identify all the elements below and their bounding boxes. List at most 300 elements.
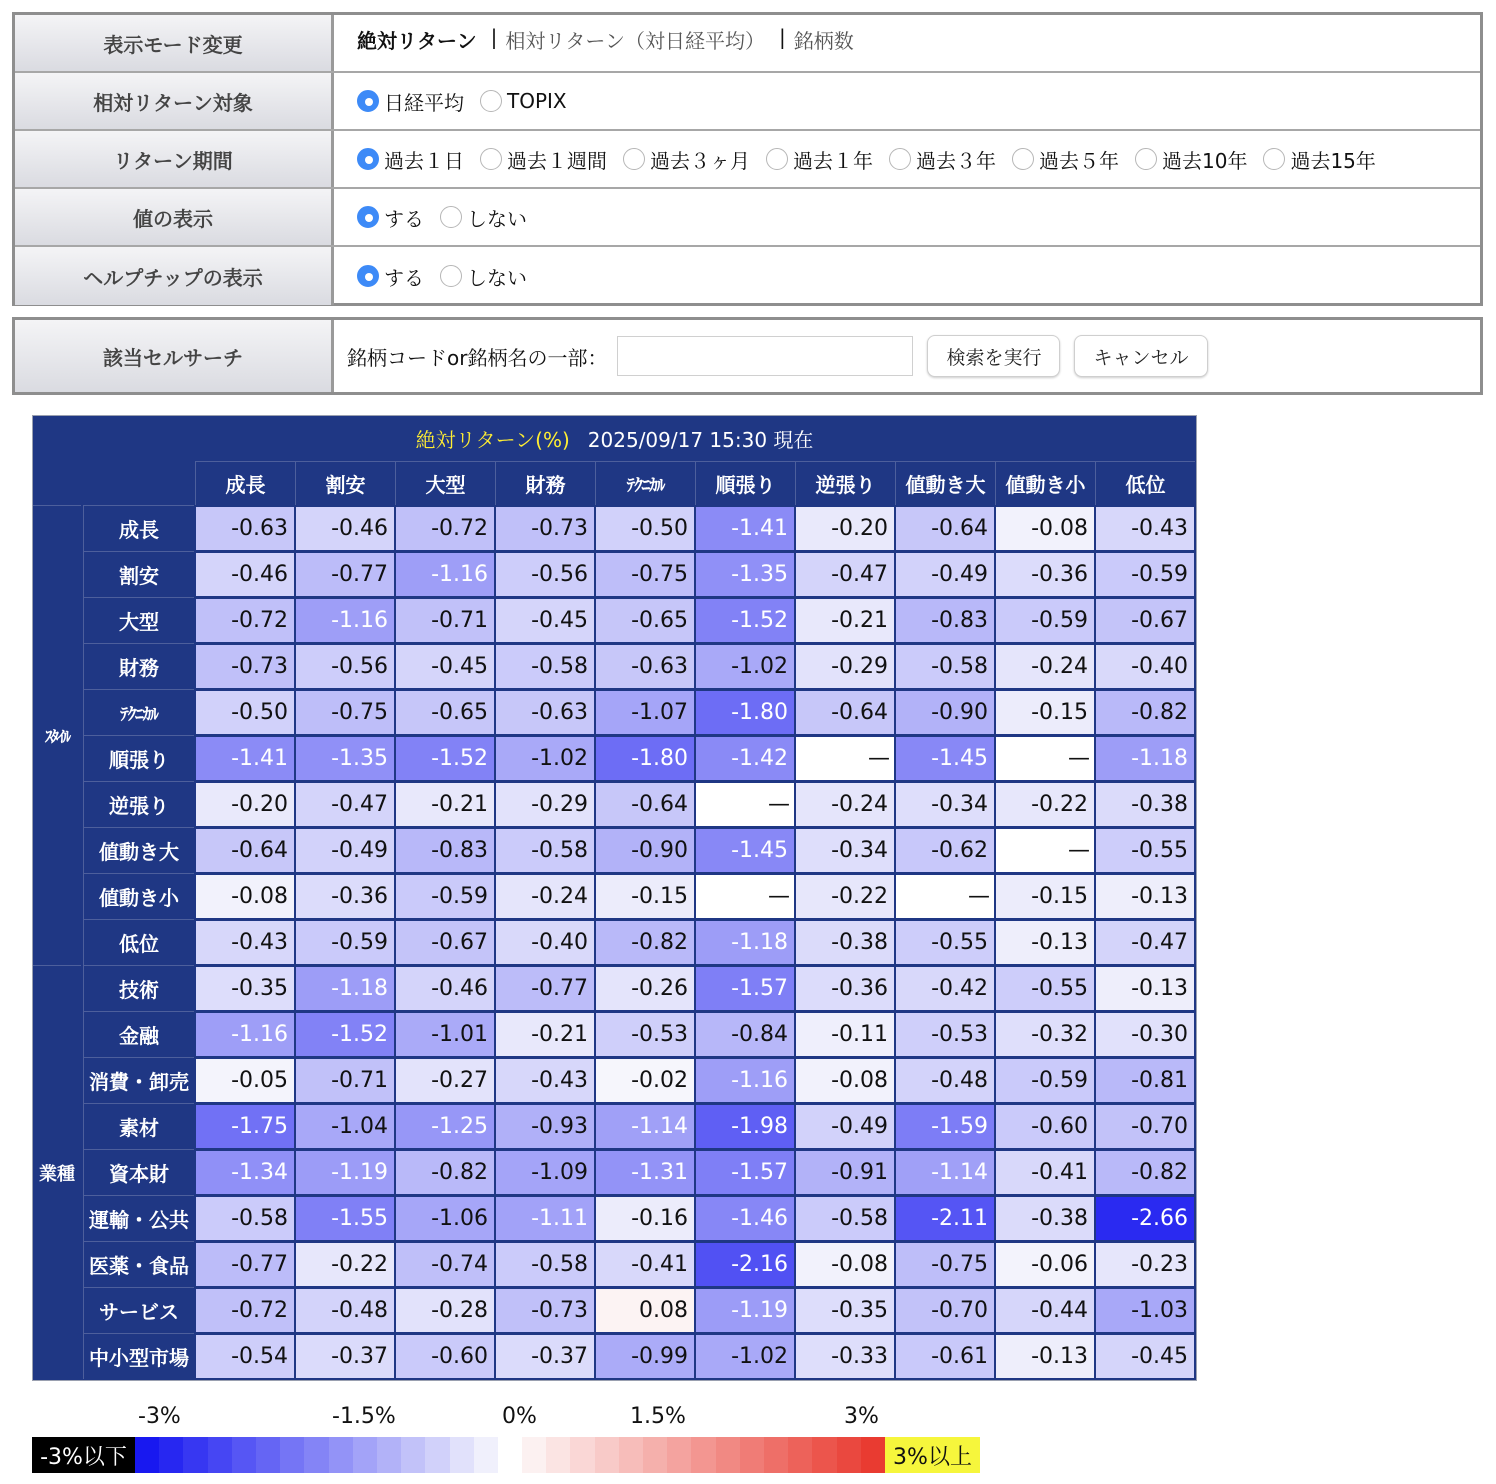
heatmap-cell[interactable]: -0.72: [196, 599, 294, 642]
heatmap-cell[interactable]: -2.16: [696, 1243, 794, 1286]
heatmap-cell[interactable]: -1.52: [296, 1013, 394, 1056]
heatmap-cell[interactable]: -1.98: [696, 1105, 794, 1148]
heatmap-cell[interactable]: -1.09: [496, 1151, 594, 1194]
radio-period-1w[interactable]: [480, 145, 607, 174]
heatmap-cell[interactable]: -0.75: [596, 553, 694, 596]
heatmap-cell[interactable]: -0.58: [496, 1243, 594, 1286]
display-mode-options: [337, 15, 1480, 71]
heatmap-cell[interactable]: -0.82: [596, 921, 694, 964]
radio-button[interactable]: [623, 148, 645, 170]
search-prompt: 銘柄コードor銘柄名の一部：: [347, 345, 608, 370]
heatmap-cell[interactable]: -1.41: [196, 737, 294, 780]
heatmap-cell[interactable]: -0.13: [1096, 875, 1194, 918]
heatmap-cell[interactable]: -0.56: [496, 553, 594, 596]
radio-label: する: [384, 206, 424, 231]
heatmap-cell[interactable]: -0.58: [496, 645, 594, 688]
radio-button[interactable]: [1263, 148, 1285, 170]
heatmap-cell[interactable]: -0.70: [1096, 1105, 1194, 1148]
radio-button-selected[interactable]: [357, 206, 379, 228]
row-header: 成長: [83, 505, 194, 551]
heatmap-cell[interactable]: -1.59: [896, 1105, 994, 1148]
legend-swatch: [232, 1437, 257, 1473]
radio-label: 過去３年: [916, 148, 996, 173]
heatmap-title: 絶対リターン(%): [415, 428, 570, 452]
heatmap-cell[interactable]: -1.52: [696, 599, 794, 642]
radio-button-selected[interactable]: [357, 90, 379, 112]
radio-period-10y[interactable]: [1135, 145, 1247, 174]
radio-button[interactable]: [1012, 148, 1034, 170]
heatmap-cell[interactable]: -0.53: [596, 1013, 694, 1056]
heatmap-cell[interactable]: -0.37: [296, 1335, 394, 1378]
heatmap-cell[interactable]: -0.40: [496, 921, 594, 964]
heatmap-cell[interactable]: -1.14: [896, 1151, 994, 1194]
heatmap-cell[interactable]: -0.34: [896, 783, 994, 826]
radio-period-3m[interactable]: [623, 145, 750, 174]
heatmap-cell[interactable]: -0.42: [896, 967, 994, 1010]
show-tooltips-options: [337, 247, 1480, 305]
heatmap-cell[interactable]: -0.58: [496, 829, 594, 872]
heatmap-cell[interactable]: -1.01: [396, 1013, 494, 1056]
heatmap-cell[interactable]: -1.34: [196, 1151, 294, 1194]
row-header: 財務: [83, 643, 194, 689]
heatmap-cell[interactable]: -0.20: [196, 783, 294, 826]
radio-show-values-yes[interactable]: [357, 203, 424, 232]
column-header: 値動き大: [895, 461, 995, 505]
legend-swatch: [812, 1437, 837, 1473]
search-execute-button[interactable]: 検索を実行: [927, 335, 1060, 377]
heatmap-cell[interactable]: -0.33: [796, 1335, 894, 1378]
legend-swatch: [353, 1437, 378, 1473]
radio-button[interactable]: [889, 148, 911, 170]
heatmap-cell[interactable]: -0.49: [296, 829, 394, 872]
row-header: 技術: [83, 965, 194, 1011]
heatmap-cell[interactable]: -0.63: [496, 691, 594, 734]
heatmap-cell[interactable]: -0.15: [596, 875, 694, 918]
heatmap-cell[interactable]: -1.45: [696, 829, 794, 872]
heatmap-cell[interactable]: -0.59: [396, 875, 494, 918]
heatmap-cell[interactable]: -0.63: [196, 507, 294, 550]
heatmap-cell[interactable]: -0.05: [196, 1059, 294, 1102]
heatmap-cell[interactable]: -1.02: [496, 737, 594, 780]
row-header: 値動き小: [83, 873, 194, 919]
heatmap-cell[interactable]: -1.55: [296, 1197, 394, 1240]
radio-button[interactable]: [440, 265, 462, 287]
radio-topix[interactable]: [480, 89, 567, 113]
heatmap-cell[interactable]: -1.45: [896, 737, 994, 780]
heatmap-cell[interactable]: -1.57: [696, 967, 794, 1010]
legend-swatch: [667, 1437, 692, 1473]
heatmap-cell[interactable]: -0.36: [296, 875, 394, 918]
heatmap-cell[interactable]: —: [996, 829, 1094, 872]
radio-button[interactable]: [480, 148, 502, 170]
heatmap-cell[interactable]: -0.22: [796, 875, 894, 918]
row-header: 割安: [83, 551, 194, 597]
heatmap-cell[interactable]: -0.53: [896, 1013, 994, 1056]
radio-label: しない: [467, 206, 527, 231]
radio-button[interactable]: [1135, 148, 1157, 170]
heatmap-cell[interactable]: -0.27: [396, 1059, 494, 1102]
column-header: 大型: [395, 461, 495, 505]
legend-swatch: [208, 1437, 233, 1473]
heatmap-cell[interactable]: -0.82: [1096, 1151, 1194, 1194]
heatmap-cell[interactable]: -0.58: [896, 645, 994, 688]
heatmap-cell[interactable]: -0.32: [996, 1013, 1094, 1056]
heatmap-cell[interactable]: -0.21: [496, 1013, 594, 1056]
heatmap-cell[interactable]: -0.08: [196, 875, 294, 918]
search-input[interactable]: [617, 336, 913, 376]
radio-label: しない: [467, 265, 527, 290]
radio-period-1d[interactable]: [357, 145, 464, 174]
heatmap-cell[interactable]: -0.81: [1096, 1059, 1194, 1102]
legend-swatch: [425, 1437, 450, 1473]
heatmap-timestamp: 2025/09/17 15:30 現在: [587, 428, 814, 452]
row-header: 資本財: [83, 1149, 194, 1195]
heatmap-cell[interactable]: -0.45: [496, 599, 594, 642]
heatmap-cell[interactable]: -1.35: [696, 553, 794, 596]
radio-period-3y[interactable]: [889, 145, 996, 174]
heatmap-cell[interactable]: -0.11: [796, 1013, 894, 1056]
heatmap-cell[interactable]: -0.35: [196, 967, 294, 1010]
heatmap-cell[interactable]: -1.41: [696, 507, 794, 550]
heatmap-cell[interactable]: -0.64: [896, 507, 994, 550]
radio-period-1y[interactable]: [766, 145, 873, 174]
heatmap-cell[interactable]: -0.24: [996, 645, 1094, 688]
heatmap-cell[interactable]: -0.55: [1096, 829, 1194, 872]
radio-label: 過去１日: [384, 148, 464, 173]
heatmap-cell[interactable]: -0.67: [1096, 599, 1194, 642]
heatmap-cell[interactable]: -0.64: [796, 691, 894, 734]
heatmap-cell[interactable]: -0.36: [996, 553, 1094, 596]
heatmap-cell[interactable]: -0.83: [396, 829, 494, 872]
heatmap-cell[interactable]: -1.02: [696, 1335, 794, 1378]
heatmap-cell[interactable]: -0.58: [796, 1197, 894, 1240]
heatmap-cell[interactable]: 0.08: [596, 1289, 694, 1332]
heatmap-cell[interactable]: -1.31: [596, 1151, 694, 1194]
heatmap-cell[interactable]: -0.29: [796, 645, 894, 688]
heatmap-cell[interactable]: -0.73: [196, 645, 294, 688]
heatmap-cell[interactable]: -0.43: [496, 1059, 594, 1102]
heatmap-cell[interactable]: -0.23: [1096, 1243, 1194, 1286]
heatmap-cell[interactable]: -0.73: [496, 1289, 594, 1332]
heatmap-cell[interactable]: -0.65: [396, 691, 494, 734]
heatmap-cell[interactable]: -0.02: [596, 1059, 694, 1102]
heatmap-cell[interactable]: -1.35: [296, 737, 394, 780]
heatmap-cell[interactable]: -0.54: [196, 1335, 294, 1378]
heatmap-cell[interactable]: -0.20: [796, 507, 894, 550]
heatmap-cell[interactable]: -0.13: [996, 921, 1094, 964]
column-header: 財務: [495, 461, 595, 505]
heatmap-cell[interactable]: -0.58: [196, 1197, 294, 1240]
mode-relative-return[interactable]: 相対リターン（対日経平均）: [505, 29, 765, 53]
heatmap-cell[interactable]: -0.26: [596, 967, 694, 1010]
heatmap-cell[interactable]: -0.71: [396, 599, 494, 642]
heatmap-cell[interactable]: -1.16: [396, 553, 494, 596]
radio-show-tooltips-yes[interactable]: [357, 262, 424, 291]
cell-search-panel: [12, 317, 1483, 395]
heatmap-cell[interactable]: -1.19: [296, 1151, 394, 1194]
heatmap-cell[interactable]: -0.99: [596, 1335, 694, 1378]
radio-button[interactable]: [440, 206, 462, 228]
heatmap-cell[interactable]: -1.16: [196, 1013, 294, 1056]
row-group-header: ｽﾀｲﾙ: [33, 505, 81, 965]
radio-button[interactable]: [766, 148, 788, 170]
heatmap-cell[interactable]: -0.38: [796, 921, 894, 964]
heatmap-cell[interactable]: -0.43: [196, 921, 294, 964]
mode-stock-count[interactable]: 銘柄数: [793, 29, 854, 53]
heatmap-cell[interactable]: -0.06: [996, 1243, 1094, 1286]
heatmap-cell[interactable]: -0.55: [896, 921, 994, 964]
heatmap-cell[interactable]: -0.46: [196, 553, 294, 596]
heatmap-cell[interactable]: -0.37: [496, 1335, 594, 1378]
heatmap-cell[interactable]: -0.50: [596, 507, 694, 550]
column-header: 低位: [1095, 461, 1195, 505]
heatmap-cell[interactable]: -0.43: [1096, 507, 1194, 550]
heatmap-cell[interactable]: -1.46: [696, 1197, 794, 1240]
heatmap-cell[interactable]: -0.36: [796, 967, 894, 1010]
heatmap-cell[interactable]: —: [896, 875, 994, 918]
heatmap-cell[interactable]: -1.11: [496, 1197, 594, 1240]
heatmap-cell[interactable]: -0.45: [396, 645, 494, 688]
heatmap-cell[interactable]: —: [696, 783, 794, 826]
heatmap-cell[interactable]: -1.80: [596, 737, 694, 780]
row-header: 消費・卸売: [83, 1057, 194, 1103]
row-header: サービス: [83, 1287, 194, 1333]
heatmap-cell[interactable]: -0.61: [896, 1335, 994, 1378]
row-header: 医薬・食品: [83, 1241, 194, 1287]
heatmap-cell[interactable]: -2.66: [1096, 1197, 1194, 1240]
heatmap-cell[interactable]: —: [696, 875, 794, 918]
heatmap-cell[interactable]: -0.59: [1096, 553, 1194, 596]
column-header: 逆張り: [795, 461, 895, 505]
heatmap-cell[interactable]: -1.16: [696, 1059, 794, 1102]
radio-label: 過去１年: [793, 148, 873, 173]
heatmap-cell[interactable]: -1.04: [296, 1105, 394, 1148]
radio-label: 過去１週間: [507, 148, 607, 173]
legend-swatch: [619, 1437, 644, 1473]
heatmap-cell[interactable]: -0.90: [596, 829, 694, 872]
row-header: 順張り: [83, 735, 194, 781]
heatmap-cell[interactable]: -0.65: [596, 599, 694, 642]
heatmap-cell[interactable]: -0.82: [396, 1151, 494, 1194]
heatmap-cell[interactable]: -0.47: [1096, 921, 1194, 964]
heatmap-cell[interactable]: -0.46: [396, 967, 494, 1010]
heatmap-cell[interactable]: -0.56: [296, 645, 394, 688]
heatmap-cell[interactable]: -1.16: [296, 599, 394, 642]
heatmap-cell[interactable]: -0.75: [896, 1243, 994, 1286]
heatmap-cell[interactable]: -0.48: [896, 1059, 994, 1102]
heatmap-cell[interactable]: -0.59: [296, 921, 394, 964]
heatmap-cell[interactable]: -0.41: [996, 1151, 1094, 1194]
heatmap-cell[interactable]: -0.50: [196, 691, 294, 734]
heatmap-cell[interactable]: -0.47: [796, 553, 894, 596]
heatmap-cell[interactable]: -0.75: [296, 691, 394, 734]
legend-swatch: [691, 1437, 716, 1473]
heatmap-cell[interactable]: -0.77: [496, 967, 594, 1010]
row-header: 値動き大: [83, 827, 194, 873]
heatmap-cell[interactable]: -1.42: [696, 737, 794, 780]
heatmap-cell[interactable]: -0.08: [796, 1243, 894, 1286]
heatmap-cell[interactable]: -0.38: [996, 1197, 1094, 1240]
radio-button-selected[interactable]: [357, 148, 379, 170]
legend-swatch: [570, 1437, 595, 1473]
heatmap-cell[interactable]: -0.22: [296, 1243, 394, 1286]
heatmap-cell[interactable]: -0.30: [1096, 1013, 1194, 1056]
radio-period-15y[interactable]: [1263, 145, 1375, 174]
heatmap-cell[interactable]: -0.24: [796, 783, 894, 826]
show-tooltips-row: [15, 247, 1480, 305]
radio-button-selected[interactable]: [357, 265, 379, 287]
heatmap-cell[interactable]: -0.91: [796, 1151, 894, 1194]
display-mode-label: 表示モード変更: [15, 15, 334, 71]
mode-separator: |: [490, 25, 498, 49]
heatmap-cell[interactable]: -0.60: [396, 1335, 494, 1378]
heatmap-cell[interactable]: —: [796, 737, 894, 780]
period-options: [337, 131, 1480, 187]
row-header: 低位: [83, 919, 194, 965]
heatmap-cell[interactable]: -0.13: [1096, 967, 1194, 1010]
heatmap-cell[interactable]: -0.40: [1096, 645, 1194, 688]
settings-panel: [12, 12, 1483, 306]
heatmap-cell[interactable]: -0.44: [996, 1289, 1094, 1332]
heatmap-cell[interactable]: -0.77: [196, 1243, 294, 1286]
radio-label: する: [384, 265, 424, 290]
heatmap-cell[interactable]: -0.35: [796, 1289, 894, 1332]
heatmap-cell[interactable]: -0.08: [996, 507, 1094, 550]
legend-swatch: [595, 1437, 620, 1473]
legend-swatch: [474, 1437, 499, 1473]
heatmap-cell[interactable]: -0.28: [396, 1289, 494, 1332]
heatmap-cell[interactable]: -1.18: [296, 967, 394, 1010]
heatmap-cell[interactable]: -0.63: [596, 645, 694, 688]
heatmap-cell[interactable]: -0.16: [596, 1197, 694, 1240]
heatmap-cell[interactable]: -0.29: [496, 783, 594, 826]
show-values-options: [337, 189, 1480, 245]
heatmap-cell[interactable]: -0.72: [196, 1289, 294, 1332]
heatmap-cell[interactable]: -0.13: [996, 1335, 1094, 1378]
heatmap-cell[interactable]: -0.15: [996, 691, 1094, 734]
column-header: ﾃｸﾆｶﾙ: [595, 461, 695, 505]
heatmap-cell[interactable]: -1.57: [696, 1151, 794, 1194]
relative-target-label: 相対リターン対象: [15, 73, 334, 129]
legend-swatch: [450, 1437, 475, 1473]
legend-positive-gradient: [522, 1437, 885, 1473]
heatmap-cell[interactable]: -1.14: [596, 1105, 694, 1148]
heatmap-cell[interactable]: -0.38: [1096, 783, 1194, 826]
legend-swatch: [401, 1437, 426, 1473]
row-group-header: 業種: [33, 965, 81, 1379]
mode-absolute-return[interactable]: 絶対リターン: [357, 29, 477, 53]
legend-below-min: -3%以下: [32, 1437, 135, 1473]
heatmap-cell[interactable]: -0.83: [896, 599, 994, 642]
heatmap-cell[interactable]: -1.75: [196, 1105, 294, 1148]
legend-swatch: [861, 1437, 886, 1473]
heatmap-cell[interactable]: -0.47: [296, 783, 394, 826]
legend-swatch: [135, 1437, 160, 1473]
legend-swatch: [159, 1437, 184, 1473]
heatmap-cell[interactable]: -0.34: [796, 829, 894, 872]
heatmap-cell[interactable]: -0.60: [996, 1105, 1094, 1148]
legend-swatch: [740, 1437, 765, 1473]
heatmap-cell[interactable]: -1.07: [596, 691, 694, 734]
heatmap-cell[interactable]: -0.46: [296, 507, 394, 550]
legend-negative-gradient: [135, 1437, 498, 1473]
heatmap-cell[interactable]: -0.72: [396, 507, 494, 550]
heatmap-cell[interactable]: -0.48: [296, 1289, 394, 1332]
heatmap-cell[interactable]: -0.21: [796, 599, 894, 642]
heatmap-cell[interactable]: -0.84: [696, 1013, 794, 1056]
heatmap-cell[interactable]: -0.08: [796, 1059, 894, 1102]
heatmap-cell[interactable]: —: [996, 737, 1094, 780]
radio-period-5y[interactable]: [1012, 145, 1119, 174]
heatmap-cell[interactable]: -0.70: [896, 1289, 994, 1332]
heatmap-cell[interactable]: -0.71: [296, 1059, 394, 1102]
heatmap-cell[interactable]: -0.90: [896, 691, 994, 734]
heatmap-cell[interactable]: -0.64: [196, 829, 294, 872]
radio-show-tooltips-no[interactable]: [440, 262, 527, 291]
column-header: 割安: [295, 461, 395, 505]
heatmap-cell[interactable]: -0.73: [496, 507, 594, 550]
heatmap-cell[interactable]: -2.11: [896, 1197, 994, 1240]
radio-label: 過去15年: [1290, 148, 1376, 173]
heatmap-cell[interactable]: -0.49: [796, 1105, 894, 1148]
radio-nikkei[interactable]: [357, 87, 464, 116]
heatmap-cell[interactable]: -1.19: [696, 1289, 794, 1332]
legend-label-plus3: 3%: [844, 1404, 879, 1429]
heatmap-cell[interactable]: -0.59: [996, 1059, 1094, 1102]
heatmap-cell[interactable]: -0.49: [896, 553, 994, 596]
heatmap-cell[interactable]: -0.67: [396, 921, 494, 964]
heatmap-cell[interactable]: -1.25: [396, 1105, 494, 1148]
heatmap-cell[interactable]: -1.80: [696, 691, 794, 734]
mode-separator: |: [778, 25, 786, 49]
search-cancel-button[interactable]: キャンセル: [1074, 335, 1207, 377]
heatmap-cell[interactable]: -0.77: [296, 553, 394, 596]
heatmap-cell[interactable]: -0.22: [996, 783, 1094, 826]
heatmap-cell[interactable]: -1.18: [1096, 737, 1194, 780]
heatmap-cell[interactable]: -0.41: [596, 1243, 694, 1286]
row-header: 運輸・公共: [83, 1195, 194, 1241]
heatmap-cell[interactable]: -1.06: [396, 1197, 494, 1240]
radio-label: 過去10年: [1162, 148, 1248, 173]
relative-target-row: [15, 73, 1480, 131]
heatmap-cell[interactable]: -0.64: [596, 783, 694, 826]
heatmap-cell[interactable]: -0.24: [496, 875, 594, 918]
heatmap-cell[interactable]: -0.21: [396, 783, 494, 826]
legend-label-minus3: -3%: [138, 1404, 181, 1429]
radio-show-values-no[interactable]: [440, 203, 527, 232]
heatmap-cell[interactable]: -1.03: [1096, 1289, 1194, 1332]
heatmap-cell[interactable]: -0.74: [396, 1243, 494, 1286]
heatmap-cell[interactable]: -1.02: [696, 645, 794, 688]
return-heatmap: [32, 415, 1197, 1381]
heatmap-cell[interactable]: -1.52: [396, 737, 494, 780]
heatmap-cell[interactable]: -0.15: [996, 875, 1094, 918]
cell-search-controls: [337, 320, 1480, 392]
heatmap-cell[interactable]: -0.62: [896, 829, 994, 872]
heatmap-cell[interactable]: -0.59: [996, 599, 1094, 642]
legend-swatch: [280, 1437, 305, 1473]
row-header: 逆張り: [83, 781, 194, 827]
radio-button[interactable]: [480, 90, 502, 112]
show-values-label: 値の表示: [15, 189, 334, 245]
legend-swatch: [377, 1437, 402, 1473]
heatmap-cell[interactable]: -1.18: [696, 921, 794, 964]
heatmap-cell[interactable]: -0.55: [996, 967, 1094, 1010]
heatmap-cell[interactable]: -0.82: [1096, 691, 1194, 734]
heatmap-cell[interactable]: -0.45: [1096, 1335, 1194, 1378]
legend-swatch: [329, 1437, 354, 1473]
heatmap-cell[interactable]: -0.93: [496, 1105, 594, 1148]
